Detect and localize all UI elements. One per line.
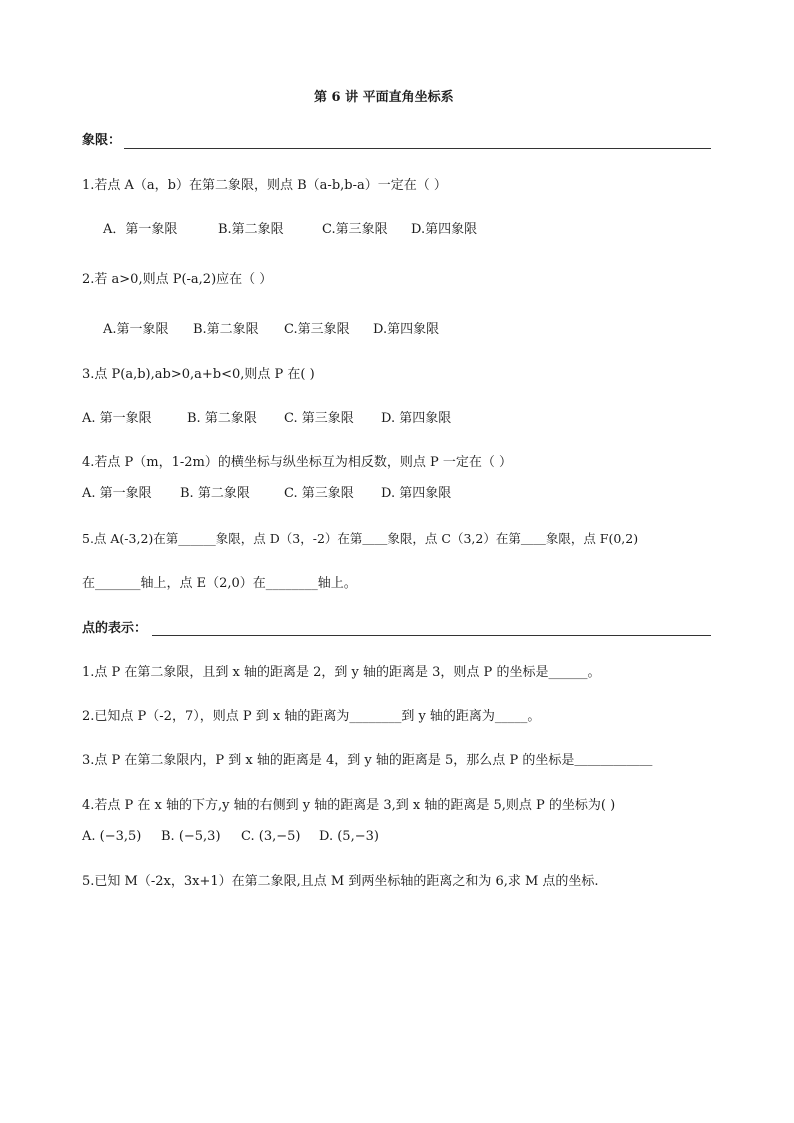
- option-d: D. 第四象限: [381, 411, 452, 426]
- option-c: C. 第三象限: [284, 486, 354, 501]
- question-q5: 5.已知 M（-2x，3x+1）在第二象限,且点 M 到两坐标轴的距离之和为 6,求 M 点的坐标.: [82, 874, 599, 889]
- option-a: A.第一象限: [103, 322, 169, 337]
- section-heading-quadrant: 象限：: [82, 133, 122, 148]
- question-q3: 3.点 P(a,b),ab>0,a+b<0,则点 P 在( ): [82, 367, 315, 382]
- section-underline-quadrant: [124, 148, 711, 149]
- question-q4: 4.若点 P 在 x 轴的下方,y 轴的右侧到 y 轴的距离是 3,到 x 轴的距离是 5,则点 P 的坐标为( ): [82, 798, 616, 813]
- question-q5-line2: 在_______轴上，点 E（2,0）在________轴上。: [82, 576, 357, 591]
- question-q1: 1.若点 A（a，b）在第二象限，则点 B（a-b,b-a）一定在（ ）: [82, 178, 447, 193]
- option-c: C. 第三象限: [284, 411, 354, 426]
- option-b: B. (−5,3): [161, 829, 221, 844]
- question-q1: 1.点 P 在第二象限，且到 x 轴的距离是 2，到 y 轴的距离是 3，则点 P 的坐标是______。: [82, 665, 601, 680]
- option-b: B.第二象限: [218, 222, 284, 237]
- option-c: C. (3,−5): [241, 829, 301, 844]
- option-a: A. 第一象限: [82, 486, 152, 501]
- option-b: B. 第二象限: [187, 411, 257, 426]
- page-title: 第 6 讲 平面直角坐标系: [314, 90, 454, 105]
- option-a: A. (−3,5): [82, 829, 142, 844]
- question-q2: 2.若 a>0,则点 P(-a,2)应在（ ）: [82, 272, 273, 287]
- question-q2: 2.已知点 P（-2，7），则点 P 到 x 轴的距离为________到 y 轴的距离为_____。: [82, 709, 541, 724]
- question-q3: 3.点 P 在第二象限内，P 到 x 轴的距离是 4，到 y 轴的距离是 5，那么点 P 的坐标是＿＿＿＿＿＿: [82, 753, 653, 768]
- option-b: B. 第二象限: [180, 486, 250, 501]
- option-a: A. 第一象限: [82, 411, 152, 426]
- question-q5-line1: 5.点 A(-3,2)在第______象限，点 D（3，-2）在第＿＿象限，点 C（3,2）在第＿＿象限，点 F(0,2): [82, 531, 639, 546]
- option-a: A．第一象限: [103, 222, 178, 237]
- option-c: C.第三象限: [322, 222, 388, 237]
- option-d: D. 第四象限: [381, 486, 452, 501]
- option-d: D.第四象限: [373, 322, 440, 337]
- option-c: C.第三象限: [284, 322, 350, 337]
- option-d: D. (5,−3): [319, 829, 379, 844]
- option-d: D.第四象限: [411, 222, 478, 237]
- option-b: B.第二象限: [193, 322, 259, 337]
- question-q4: 4.若点 P（m，1-2m）的横坐标与纵坐标互为相反数，则点 P 一定在（ ）: [82, 455, 513, 470]
- section-heading-point: 点的表示：: [82, 621, 148, 636]
- section-underline-point: [152, 635, 711, 636]
